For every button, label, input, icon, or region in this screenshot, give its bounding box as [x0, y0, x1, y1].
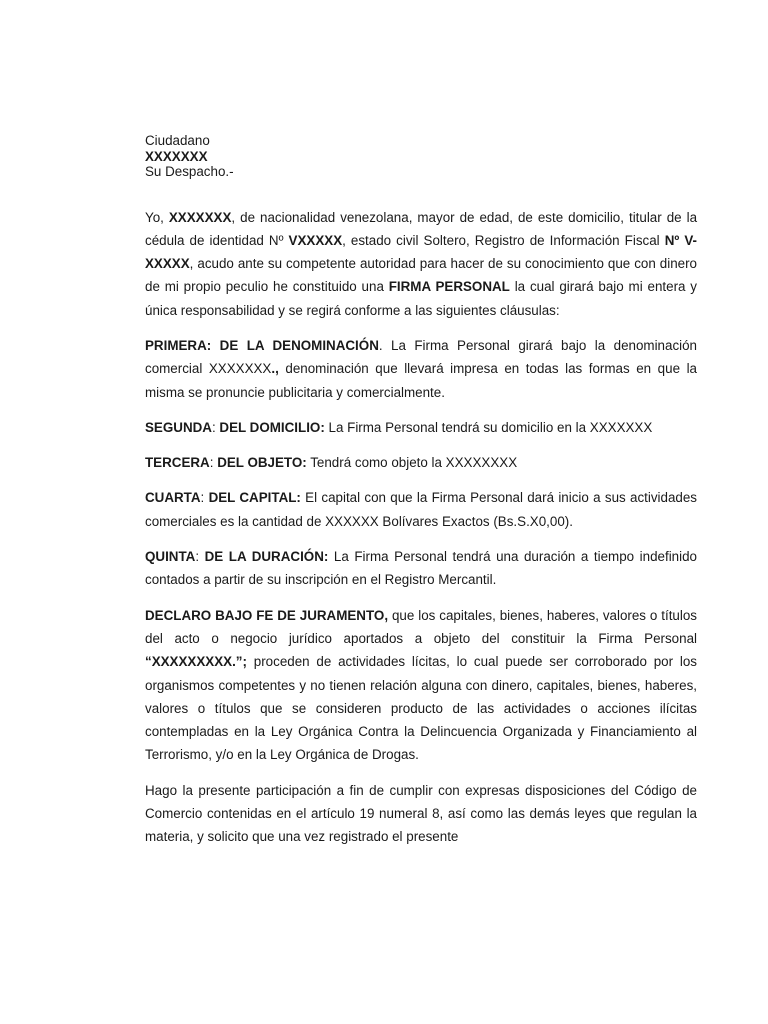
text-run: Yo,	[145, 209, 169, 225]
text-run: , acudo ante su competente autoridad para hacer de su conocimiento que con dinero de mi propio peculio he constituido una	[145, 256, 697, 295]
document-page	[145, 133, 697, 861]
paragraph-primera	[145, 334, 697, 404]
paragraph-hago	[145, 779, 697, 849]
paragraph-cuarta	[145, 486, 697, 533]
text-run: que los capitales, bienes, haberes, valores o títulos del acto o negocio jurídico aportados a objeto del constituir la Firma Personal	[145, 607, 697, 646]
text-run: DE LA DURACIÓN:	[204, 549, 329, 565]
document-body	[145, 206, 697, 849]
paragraph-quinta	[145, 545, 697, 592]
text-run: denominación que llevará impresa en todas las formas en que la misma se pronuncie publicitaria y comercialmente.	[145, 361, 697, 400]
text-run: :	[209, 455, 218, 471]
paragraph-declaro	[145, 604, 697, 767]
text-run: . La Firma Personal girará bajo la denominación comercial XXXXXXX	[145, 337, 698, 377]
text-run: El capital con que la Firma Personal dará inicio a sus actividades comerciales es la cantidad de XXXXXX Bolívares Exactos (Bs.S.X0,00).	[145, 490, 697, 529]
text-run: .,	[271, 361, 279, 377]
text-run: DEL CAPITAL:	[208, 490, 301, 506]
text-run: la cual girará bajo mi entera y única responsabilidad y se regirá conforme a las siguientes cláusulas:	[145, 279, 698, 318]
text-run: SEGUNDA	[145, 419, 212, 435]
text-run: XXXXXXX	[168, 209, 232, 225]
paragraph-tercera	[145, 451, 697, 474]
text-run: Nº V-XXXXX	[145, 232, 697, 272]
text-run: PRIMERA: DE LA DENOMINACIÓN	[145, 337, 379, 353]
text-run: Tendrá como objeto la XXXXXXXX	[306, 455, 518, 471]
text-run: La Firma Personal tendrá una duración a tiempo indefinido contados a partir de su inscripción en el Registro Mercantil.	[145, 549, 698, 588]
recipient-name: XXXXXXX	[145, 148, 208, 164]
text-run: , estado civil Soltero, Registro de Información Fiscal	[342, 232, 665, 248]
text-run: FIRMA PERSONAL	[388, 279, 510, 295]
text-run: proceden de actividades lícitas, lo cual puede ser corroborado por los organismos competentes y no tienen relación alguna con dinero, capitales, bienes, haberes, valores o títulos que se consideren producto de las actividades o acciones ilícitas contempladas en la Ley Orgánica Contra la Delincuencia Organizada y Financiamiento al Terrorismo, y/o en la Ley Orgánica de Drogas.	[145, 654, 697, 763]
text-run: , de nacionalidad venezolana, mayor de edad, de este domicilio, titular de la cédula de identidad Nº	[145, 209, 698, 248]
recipient-block	[145, 133, 697, 180]
office-line: Su Despacho.-	[145, 164, 234, 179]
paragraph-segunda	[145, 416, 697, 439]
text-run: CUARTA	[145, 490, 201, 506]
text-run: :	[211, 419, 220, 435]
text-run: :	[195, 549, 205, 565]
text-run: La Firma Personal tendrá su domicilio en la XXXXXXX	[324, 419, 653, 435]
text-run: “XXXXXXXXX.”;	[145, 654, 247, 670]
text-run: DEL DOMICILIO:	[219, 419, 325, 435]
text-run: QUINTA	[145, 549, 196, 565]
text-run: DECLARO BAJO FE DE JURAMENTO,	[145, 607, 389, 623]
text-run: DEL OBJETO:	[217, 455, 307, 471]
text-run: :	[200, 490, 209, 506]
text-run: TERCERA	[145, 455, 210, 471]
text-run: Hago la presente participación a fin de cumplir con expresas disposiciones del Código de Comercio contenidas en el artículo 19 numeral 8, así como las demás leyes que regulan la materia, y solicito que una vez registrado el presente	[145, 782, 697, 845]
text-run: VXXXXX	[288, 232, 343, 248]
greeting-line: Ciudadano	[145, 133, 210, 148]
paragraph-intro	[145, 206, 697, 322]
